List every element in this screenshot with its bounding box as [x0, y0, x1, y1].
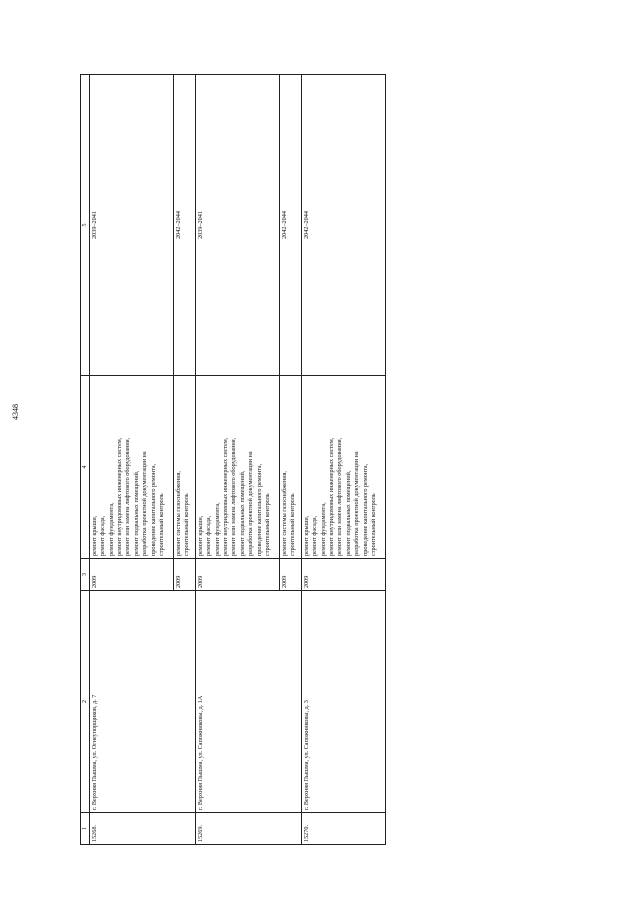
works-cell — [90, 376, 174, 559]
works-cell — [196, 376, 280, 559]
work-item: ремонт внутридомовых инженерных систем, — [328, 437, 336, 556]
table-row — [90, 75, 174, 845]
year-cell: 2009 — [302, 559, 386, 591]
work-item: ремонт фундамента, — [213, 502, 221, 556]
year-cell: 2009 — [90, 559, 174, 591]
year-cell: 2009 — [196, 559, 280, 591]
column-number-row — [81, 75, 90, 845]
row-number-cell: 15269. — [196, 813, 302, 845]
work-item: ремонт фасада, — [205, 515, 213, 556]
column-number: 1 — [81, 813, 90, 845]
work-item: ремонт или замена лифтового оборудования, — [124, 437, 132, 556]
period-cell: 2039–2041 — [196, 75, 280, 376]
work-item: ремонт крыши, — [91, 515, 98, 556]
work-item: ремонт подвальных помещений, — [344, 470, 352, 556]
column-number: 5 — [81, 75, 90, 376]
work-item: ремонт системы газоснабжения, — [175, 471, 182, 556]
column-number: 3 — [81, 559, 90, 591]
work-item: строительный контроль — [157, 493, 165, 556]
work-item: строительный контроль — [289, 493, 297, 556]
works-cell — [174, 376, 196, 559]
work-item: ремонт подвальных помещений, — [238, 470, 246, 556]
work-item: проведение капитального ремонта, — [361, 463, 369, 556]
table-row — [302, 75, 386, 845]
works-cell — [280, 376, 302, 559]
work-item: строительный контроль — [183, 493, 191, 556]
address-cell: г. Верхняя Пышма, ул. Сапожниковы, д. 3 — [302, 591, 386, 813]
page-number: 4348 — [11, 404, 20, 420]
period-cell: 2042–2044 — [174, 75, 196, 376]
year-cell: 2009 — [280, 559, 302, 591]
work-item: ремонт или замена лифтового оборудования, — [230, 437, 238, 556]
work-item: ремонт фундамента, — [319, 502, 327, 556]
work-item: ремонт внутридомовых инженерных систем, — [116, 437, 124, 556]
column-number: 4 — [81, 376, 90, 559]
register-table — [80, 74, 386, 845]
register-table-wrapper — [80, 75, 520, 845]
work-item: разработка проектной документации на — [141, 451, 149, 556]
work-item: проведение капитального ремонта, — [255, 463, 263, 556]
address-cell: г. Верхняя Пышма, ул. Сапожниковы, д. 1А — [196, 591, 302, 813]
work-item: ремонт фасада, — [99, 515, 107, 556]
work-item: разработка проектной документации на — [247, 451, 255, 556]
work-item: строительный контроль — [263, 493, 271, 556]
period-cell: 2042–2044 — [302, 75, 386, 376]
address-cell: г. Верхняя Пышма, ул. Огнеупорщиков, д. 7 — [90, 591, 196, 813]
work-item: ремонт системы газоснабжения, — [281, 471, 288, 556]
column-number: 2 — [81, 591, 90, 813]
work-item: ремонт фундамента, — [107, 502, 115, 556]
row-number-cell: 15270. — [302, 813, 386, 845]
work-item: строительный контроль — [369, 493, 377, 556]
work-item: ремонт крыши, — [303, 515, 310, 556]
work-item: разработка проектной документации на — [353, 451, 361, 556]
row-number-cell: 15268. — [90, 813, 196, 845]
work-item: проведение капитального ремонта, — [149, 463, 157, 556]
table-body — [81, 75, 386, 845]
period-cell: 2039–2041 — [90, 75, 174, 376]
work-item: ремонт внутридомовых инженерных систем, — [222, 437, 230, 556]
year-cell: 2009 — [174, 559, 196, 591]
table-row — [196, 75, 280, 845]
work-item: ремонт фасада, — [311, 515, 319, 556]
work-item: ремонт подвальных помещений, — [132, 470, 140, 556]
work-item: ремонт крыши, — [197, 515, 204, 556]
work-item: ремонт или замена лифтового оборудования, — [336, 437, 344, 556]
period-cell: 2042–2044 — [280, 75, 302, 376]
works-cell — [302, 376, 386, 559]
